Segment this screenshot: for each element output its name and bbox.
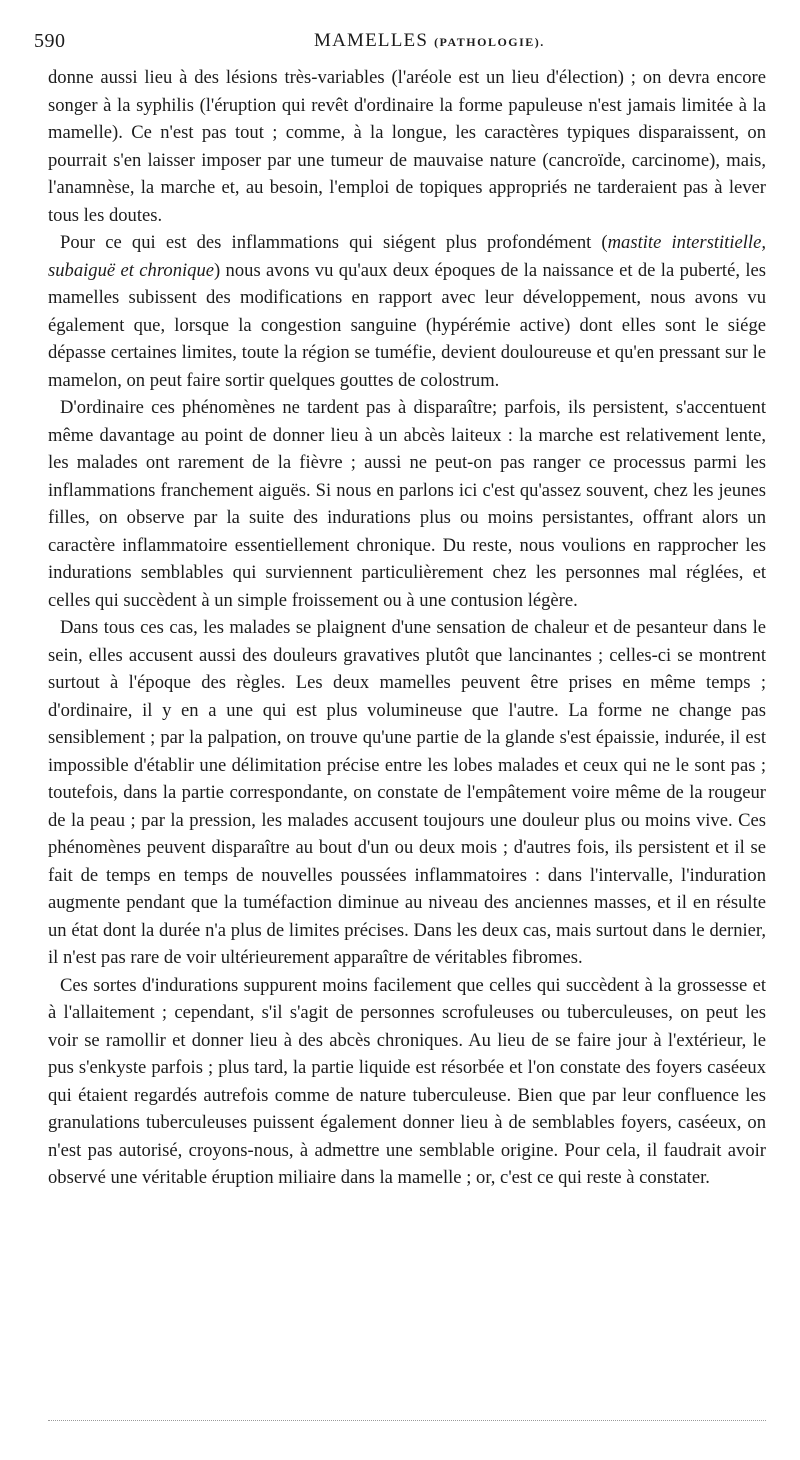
paragraph-4: Dans tous ces cas, les malades se plaignent d'une sensation de chaleur et de pesanteur dans le sein, elles accusent aussi des douleurs gravatives plutôt que lancinantes ; celles-ci se montrent surtout à l'époque des règles. Les deux mamelles peuvent être prises en même temps ; d'ordinaire, il y en a une qui est plus volumineuse que l'autre. La forme ne change pas sensiblement ; par la palpation, on trouve qu'une partie de la glande s'est épaissie, indurée, il est impossible d'établir une délimitation précise entre les lobes malades et ceux qui ne le sont pas ; toutefois, dans la partie correspondante, on constate de l'empâtement voire même de la rougeur de la peau ; par la pression, les malades accusent toujours une douleur plus ou moins vive. Ces phénomènes peuvent disparaître au bout d'un ou deux mois ; d'autres fois, ils persistent et il se fait de temps en temps de nouvelles poussées inflammatoires : dans l'intervalle, l'induration augmente pendant que la tuméfaction diminue au niveau des anciennes masses, et il en résulte un état dont la durée n'a plus de limites précises. Dans les deux cas, mais surtout dans le dernier, il n'est pas rare de voir ultérieurement apparaître de véritables fibromes. [48, 617, 766, 968]
paragraph-2-rest: ) nous avons vu qu'aux deux époques de la naissance et de la puberté, les mamelles subissent des modifications en rapport avec leur développement, nous avons vu également que, lorsque la congestion sanguine (hypérémie active) dont elles sont le siége dépasse certaines limites, toute la région se tuméfie, devient douloureuse et qu'en pressant sur le mamelon, on peut faire sortir quelques gouttes de colostrum. [48, 259, 766, 391]
paragraph-3: D'ordinaire ces phénomènes ne tardent pas à disparaître; parfois, ils persistent, s'accentuent même davantage au point de donner lieu à un abcès laiteux : la marche est relativement lente, les malades ont rarement de la fièvre ; aussi ne peut-on pas ranger ce processus parmi les inflammations franchement aiguës. Si nous en parlons ici c'est qu'assez souvent, chez les jeunes filles, on observe par la suite des indurations plus ou moins persistantes, offrant alors un caractère inflammatoire essentiellement chronique. Du reste, nous voulions en rapprocher les indurations semblables qui surviennent particulièrement chez les personnes mal réglées, et celles qui succèdent à un simple froissement ou à une contusion légère. [48, 397, 766, 611]
running-title [314, 30, 545, 52]
paragraph-5: Ces sortes d'indurations suppurent moins facilement que celles qui succèdent à la grossesse et à l'allaitement ; cependant, s'il s'agit de personnes scrofuleuses ou tuberculeuses, on peut les voir se ramollir et donner lieu à des abcès chroniques. Au lieu de se faire jour à l'extérieur, le pus s'enkyste parfois ; plus tard, la partie liquide est résorbée et l'on constate des foyers caséeux qui étaient regardés autrefois comme de nature tuberculeuse. Bien que par leur confluence les granulations tuberculeuses puissent également donner lieu à de semblables foyers, caséeux, on n'est pas autorisé, croyons-nous, à admettre une semblable origine. Pour cela, il faudrait avoir observé une véritable éruption miliaire dans la mamelle ; or, c'est ce qui reste à constater. [48, 974, 766, 1188]
footer-rule [48, 1420, 766, 1421]
paragraph-1: donne aussi lieu à des lésions très-variables (l'aréole est un lieu d'élection) ; on devra encore songer à la syphilis (l'éruption qui revêt d'ordinaire la forme papuleuse n'est jamais limitée à la mamelle). Ce n'est pas tout ; comme, à la longue, les caractères typiques disparaissent, on pourrait s'en laisser imposer par une tumeur de mauvaise nature (cancroïde, carcinome), mais, l'anamnèse, la marche et, au besoin, l'emploi de topiques appropriés ne tarderaient pas à lever tous les doutes. [48, 67, 766, 226]
paragraph-2 [48, 229, 766, 394]
running-title-sub: (PATHOLOGIE). [434, 35, 545, 49]
page-header [34, 30, 754, 58]
page-body [48, 64, 766, 1192]
paragraph-2-lead: Pour ce qui est des inflammations qui siégent plus profondément ( [60, 232, 608, 253]
running-title-main: MAMELLES [314, 30, 429, 51]
page-number: 590 [34, 30, 66, 52]
paragraph-2-emphasis: mastite interstitielle, subaiguë et chronique [48, 232, 766, 281]
